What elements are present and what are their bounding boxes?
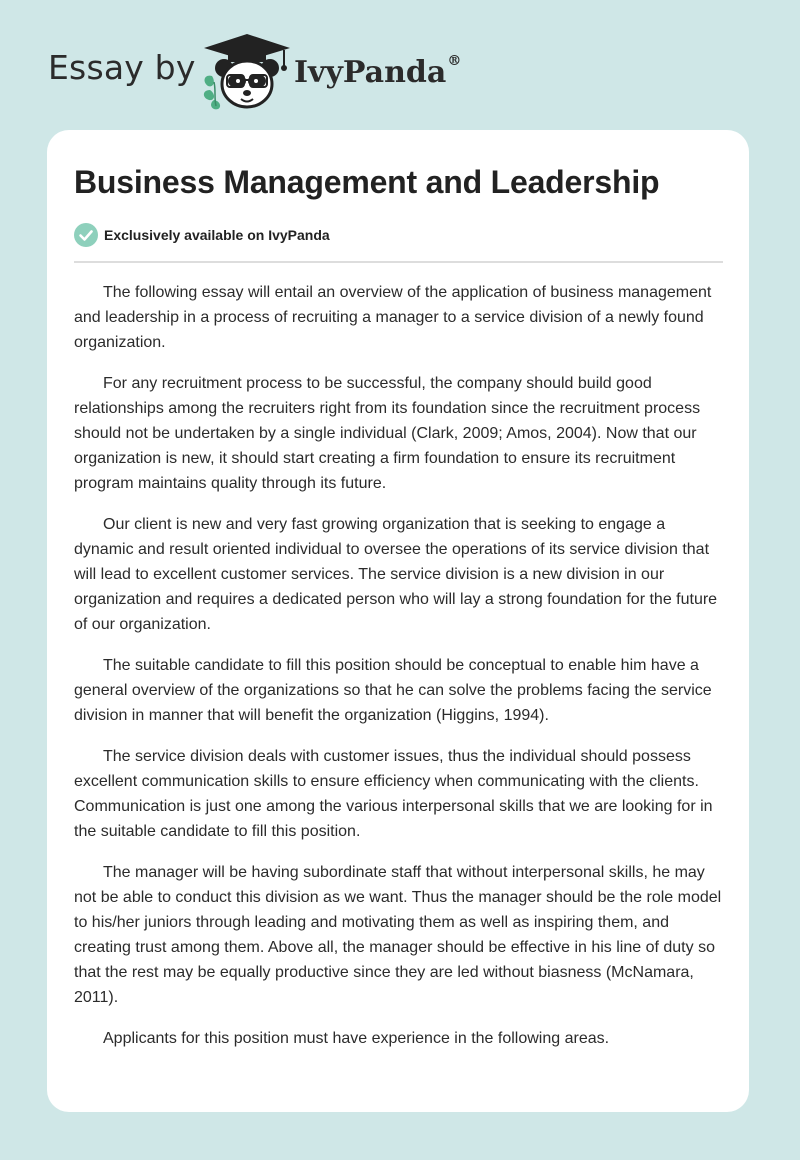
panda-graduate-icon[interactable]	[200, 32, 295, 112]
paragraph-6: The manager will be having subordinate staff that without interpersonal skills, he may not be able to conduct this division as we want. Thus the manager should be the role model to his/her juniors through leading and motivating them as well as inspiring them, and creating trust among them. Above all, the manager should be effective in his line of duty so that the rest may be equally productive since they are led without biasness (McNamara, 2011).	[74, 864, 722, 1006]
essay-body	[74, 280, 726, 1067]
site-header	[0, 0, 800, 130]
divider	[74, 261, 723, 263]
essay-card	[47, 130, 749, 1112]
paragraph-4: The suitable candidate to fill this position should be conceptual to enable him have a general overview of the organizations so that he can solve the problems facing the service division in manner that will benefit the organization (Higgins, 1994).	[74, 657, 712, 724]
page-title: Business Management and Leadership	[74, 164, 660, 200]
exclusive-badge	[74, 222, 330, 248]
paragraph-5: The service division deals with customer issues, thus the individual should possess excellent communication skills to ensure efficiency when communicating with the clients. Communication is just one among the various interpersonal skills that we are looking for in the suitable candidate to fill this position.	[74, 748, 713, 840]
paragraph-2: For any recruitment process to be successful, the company should build good relationships among the recruiters right from its foundation since the recruitment process should not be undertaken by a single individual (Clark, 2009; Amos, 2004). Now that our organization is new, it should start creating a firm foundation to ensure its recruitment program maintains quality through its future.	[74, 375, 701, 492]
paragraph-1: The following essay will entail an overview of the application of business management and leadership in a process of recruiting a manager to a service division of a newly found organization.	[74, 284, 712, 351]
brand-prefix: Essay by	[48, 48, 196, 87]
brand-name-text: IvyPanda	[294, 55, 447, 90]
badge-text: Exclusively available on IvyPanda	[104, 227, 330, 243]
paragraph-3: Our client is new and very fast growing organization that is seeking to engage a dynamic and result oriented individual to oversee the operations of its service division that will lead to excellent customer services. The service division is a new division in our organization and requires a dedicated person who will lay a strong foundation for the future of our organization.	[74, 516, 718, 633]
registered-mark: ®	[447, 53, 462, 69]
check-icon	[74, 223, 98, 247]
paragraph-7: Applicants for this position must have experience in the following areas.	[103, 1030, 610, 1047]
brand-name[interactable]	[294, 55, 461, 90]
